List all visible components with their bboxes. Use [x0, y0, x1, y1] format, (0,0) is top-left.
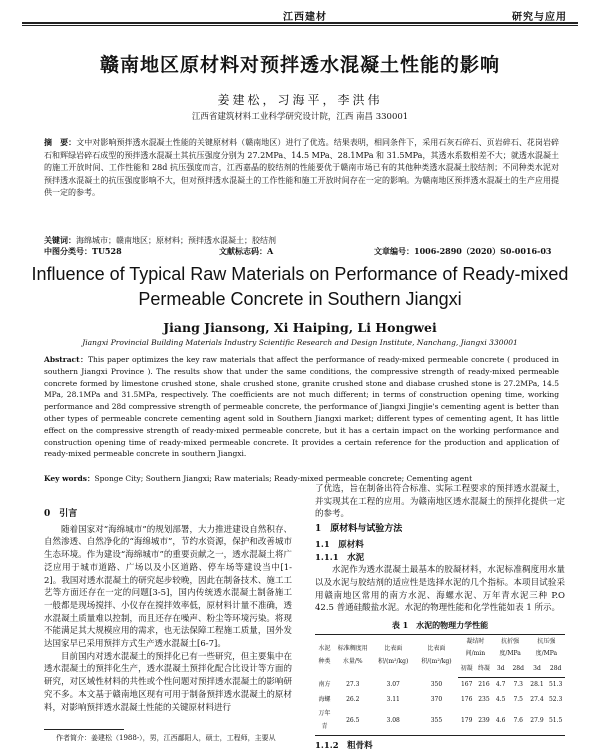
table-cell: 167 — [460, 680, 473, 688]
english-title — [0, 262, 600, 312]
table-header-cell: 标准稠度用水量/% — [334, 634, 372, 677]
table-cell: 3.08 — [372, 707, 415, 735]
table-cell: 7.3 — [513, 680, 523, 688]
section-1-1-1-heading: 1.1.1 水泥 — [315, 552, 365, 563]
table-body — [315, 677, 565, 735]
table-cell: 239 — [475, 707, 492, 735]
chinese-title: 赣南地区原材料对预拌透水混凝土性能的影响 — [99, 54, 500, 76]
header-rule — [22, 22, 578, 24]
table-cell: 3.07 — [386, 680, 400, 688]
english-abstract-text: This paper optimizes the key raw materials that affect the performance of ready-mixed permeable concrete ( produced in southern Jiangxi Province ). The results show that under the same conditions, the compressive strength of ready-mixed permeable concrete formed by limestone crushed stone, shale crushed stone, granite crushed stone and diabase crushed stone is 27.2MPa, 14.5 MPa, 28.1MPa and 31.5MPa, respectively. The coefficients are not much different; in terms of construction opening time, working performance and 28d compressive strength of permeable concrete, the performance of Jiangxi Jingjie's cementing agent is better than other types of permeable concrete cementing agent sold in Southern Jiangxi market; different types of cementing agent, It has little effect on the compressive strength of ready-mixed permeable concrete, but it has a certain impact on the working performance and construction opening time of ready-mixed permeable concrete. It provides a certain reference for the production and application of ready-mixed permeable concrete in southern Jiangxi. — [44, 355, 559, 459]
chinese-affiliation: 江西省建筑材料工业科学研究设计院，江西 南昌 330001 — [191, 112, 409, 122]
continued-paragraph: 了优选，旨在制备出符合标准、实际工程要求的预拌透水混凝土，并实现其在工程的应用。为赣南地区透水混凝土的预拌化提供一定的参考。 — [315, 484, 565, 520]
table-cell: 216 — [478, 680, 490, 688]
table-cell: 4.5 — [495, 695, 506, 703]
chinese-abstract-label: 摘 要： — [44, 137, 77, 147]
left-column — [44, 506, 292, 714]
table-header-cell: 比表面积/(m²/kg) — [372, 634, 415, 677]
section-1-1-1-paragraph: 水泥作为透水混凝土最基本的胶凝材料，水泥标准稠度用水量以及水泥与胶结剂的适应性是选择水泥的几个指标。本项目试验采用赣南地区常用的南方水泥、海螺水泥、万年青水泥三种 P.O 42.5 普通硅酸盐水泥。水泥的物理性能和化学性能如表 1 所示。 — [315, 565, 565, 614]
table-row — [315, 693, 565, 708]
table-cell: 3.11 — [386, 695, 400, 703]
table-header-cell: 凝结时间/min — [458, 634, 493, 662]
running-header-journal: 江西建材 — [283, 12, 327, 23]
cement-properties-table — [315, 634, 565, 736]
table-cell: 26.5 — [334, 707, 372, 735]
english-authors: Jiang Jiansong, Xi Haiping, Li Hongwei — [163, 320, 437, 335]
header-rule-thin — [22, 25, 578, 26]
chinese-keywords-label: 关键词： — [44, 235, 76, 245]
chinese-keywords-text: 海绵城市；赣南地区；原材料；预拌透水混凝土；胶结剂 — [76, 236, 276, 245]
author-footnote: 作者简介：姜建松（1988-），男，江西鄱阳人，硕士，工程师，主要从 — [56, 734, 276, 742]
english-abstract-label: Abstract： — [44, 355, 89, 364]
table-header-cell: 28d — [509, 662, 528, 677]
table-cell: 27.4 — [530, 695, 544, 703]
table-header-cell: 3d — [528, 662, 547, 677]
table-header-cell: 水泥种类 — [315, 634, 334, 677]
table-cell: 28.1 — [530, 680, 544, 688]
document-code: 文献标志码：A — [219, 246, 274, 256]
section-1-1-heading: 1.1 原材料 — [315, 539, 364, 550]
table-cell: 海螺 — [318, 695, 331, 703]
section-1-heading: 1 原材料与试验方法 — [315, 524, 403, 535]
chinese-abstract-text: 文中对影响预拌透水混凝土性能的关键原材料（赣南地区）进行了优选。结果表明，相同条件下，采用石灰石碎石、页岩碎石、花岗岩碎石和辉绿岩碎石成型的预拌透水混凝土其抗压强度分别为 27.2MPa、14.5 MPa、28.1MPa 和 31.5MPa，其透水系数相差不大；就透水混凝土的施工开放时间、工作性能和 28d 抗压强度而言，江西嘉晶的胶结剂的性能要优于赣南市场已有的其他种类透水混凝土胶结剂；不同种类水泥对预拌透水混凝土的抗压强度影响不大，但对预拌透水混凝土的工作性能和施工开放时间存在一定的影响。为赣南地区预拌透水混凝土的生产应用提供一定的参考。 — [44, 138, 560, 197]
table-header-cell: 3d — [493, 662, 509, 677]
running-header-section: 研究与应用 — [512, 12, 567, 23]
table-1-caption: 表 1 水泥的物理力学性能 — [391, 620, 489, 631]
table-cell: 7.6 — [509, 707, 528, 735]
section-1-1-2-heading: 1.1.2 粗骨料 — [315, 740, 373, 751]
english-abstract — [44, 354, 559, 460]
table-cell: 26.2 — [346, 695, 360, 703]
english-title-line1: Influence of Typical Raw Materials on Performance of Ready-mixed — [31, 264, 569, 284]
chinese-authors: 姜建松，习海平，李洪伟 — [217, 93, 383, 107]
table-cell: 350 — [430, 680, 443, 688]
footnote-rule — [44, 729, 124, 730]
clc-number: 中图分类号：TU528 — [44, 246, 122, 256]
table-header-cell: 28d — [546, 662, 565, 677]
table-row — [315, 677, 565, 692]
table-header-cell: 初凝 — [458, 662, 475, 677]
table-cell: 27.9 — [528, 707, 547, 735]
table-cell: 万年青 — [315, 707, 334, 735]
table-cell: 南方 — [318, 680, 331, 688]
english-title-line2: Permeable Concrete in Southern Jiangxi — [138, 289, 462, 309]
table-header-cell: 抗压强度/MPa — [528, 634, 565, 662]
english-keywords-label: Key words： — [44, 474, 95, 483]
table-cell: 7.5 — [513, 695, 523, 703]
table-cell: 179 — [458, 707, 475, 735]
table-header-cell: 终凝 — [475, 662, 492, 677]
table-cell: 52.3 — [548, 695, 563, 703]
section-0-heading: 0 引言 — [44, 509, 78, 519]
table-cell: 235 — [478, 695, 490, 703]
table-cell: 4.7 — [495, 680, 506, 688]
right-column — [315, 483, 565, 752]
table-header-cell: 抗折强度/MPa — [493, 634, 528, 662]
table-header-cell: 比表面积/(m²/kg) — [415, 634, 458, 677]
table-row — [315, 707, 565, 735]
table-cell: 51.3 — [548, 680, 563, 688]
table-header-row-1 — [315, 634, 565, 662]
english-keywords-text: Sponge City; Southern Jiangxi; Raw materials; Ready-mixed permeable concrete; Cementing agent — [94, 474, 473, 483]
table-cell: 27.3 — [346, 680, 360, 688]
article-number: 文章编号：1006-2890（2020）S0-0016-03 — [374, 246, 552, 256]
section-0-paragraph-1: 随着国家对“海绵城市”的规划部署，大力推进建设自然积存、自然渗透、自然净化的“海绵城市”，节约水资源，保护和改善城市生态环境。作为建设“海绵城市”的重要贡献之一，透水混凝土将广泛应用于城市道路、广场以及小区道路、停车场等建设当中[1-2]。我国对透水混凝土的研究起步较晚，因此在制备技术、施工工艺等方面还存在一定的问题[3-5]，国内传统透水混凝土制备施工一般都是现场搅拌、小仪存在搅拌效率低，原材料计量不准确，透水混凝土质量难以控制，而且还存在噪声、粉尘等环境污染。将现不能满足其大规模应用的需求，也无法保障工程施工质量，国外发达国家早已采用预拌方式生产透水混凝土[6-7]。 — [44, 524, 292, 650]
table-cell: 355 — [415, 707, 458, 735]
chinese-abstract — [44, 136, 559, 200]
section-0-paragraph-2: 目前国内对透水混凝土的预拌化已有一些研究，但主要集中在透水混凝土的预拌化生产，透水混凝土预拌化配合比设计等方面的研究，对区域性材料的共性或个性问题对预拌透水混凝土的影响研究不多。本文基于赣南地区现有可用于制备预拌透水混凝土的原材料，对影响预拌透水混凝土性能的关键原材料进行 — [44, 651, 292, 713]
english-affiliation: Jiangxi Provincial Building Materials Industry Scientific Research and Design Institute, Nanchang, Jiangxi 330001 — [82, 338, 518, 347]
table-cell: 370 — [430, 695, 443, 703]
table-cell: 176 — [460, 695, 473, 703]
table-cell: 51.5 — [546, 707, 565, 735]
table-cell: 4.6 — [493, 707, 509, 735]
